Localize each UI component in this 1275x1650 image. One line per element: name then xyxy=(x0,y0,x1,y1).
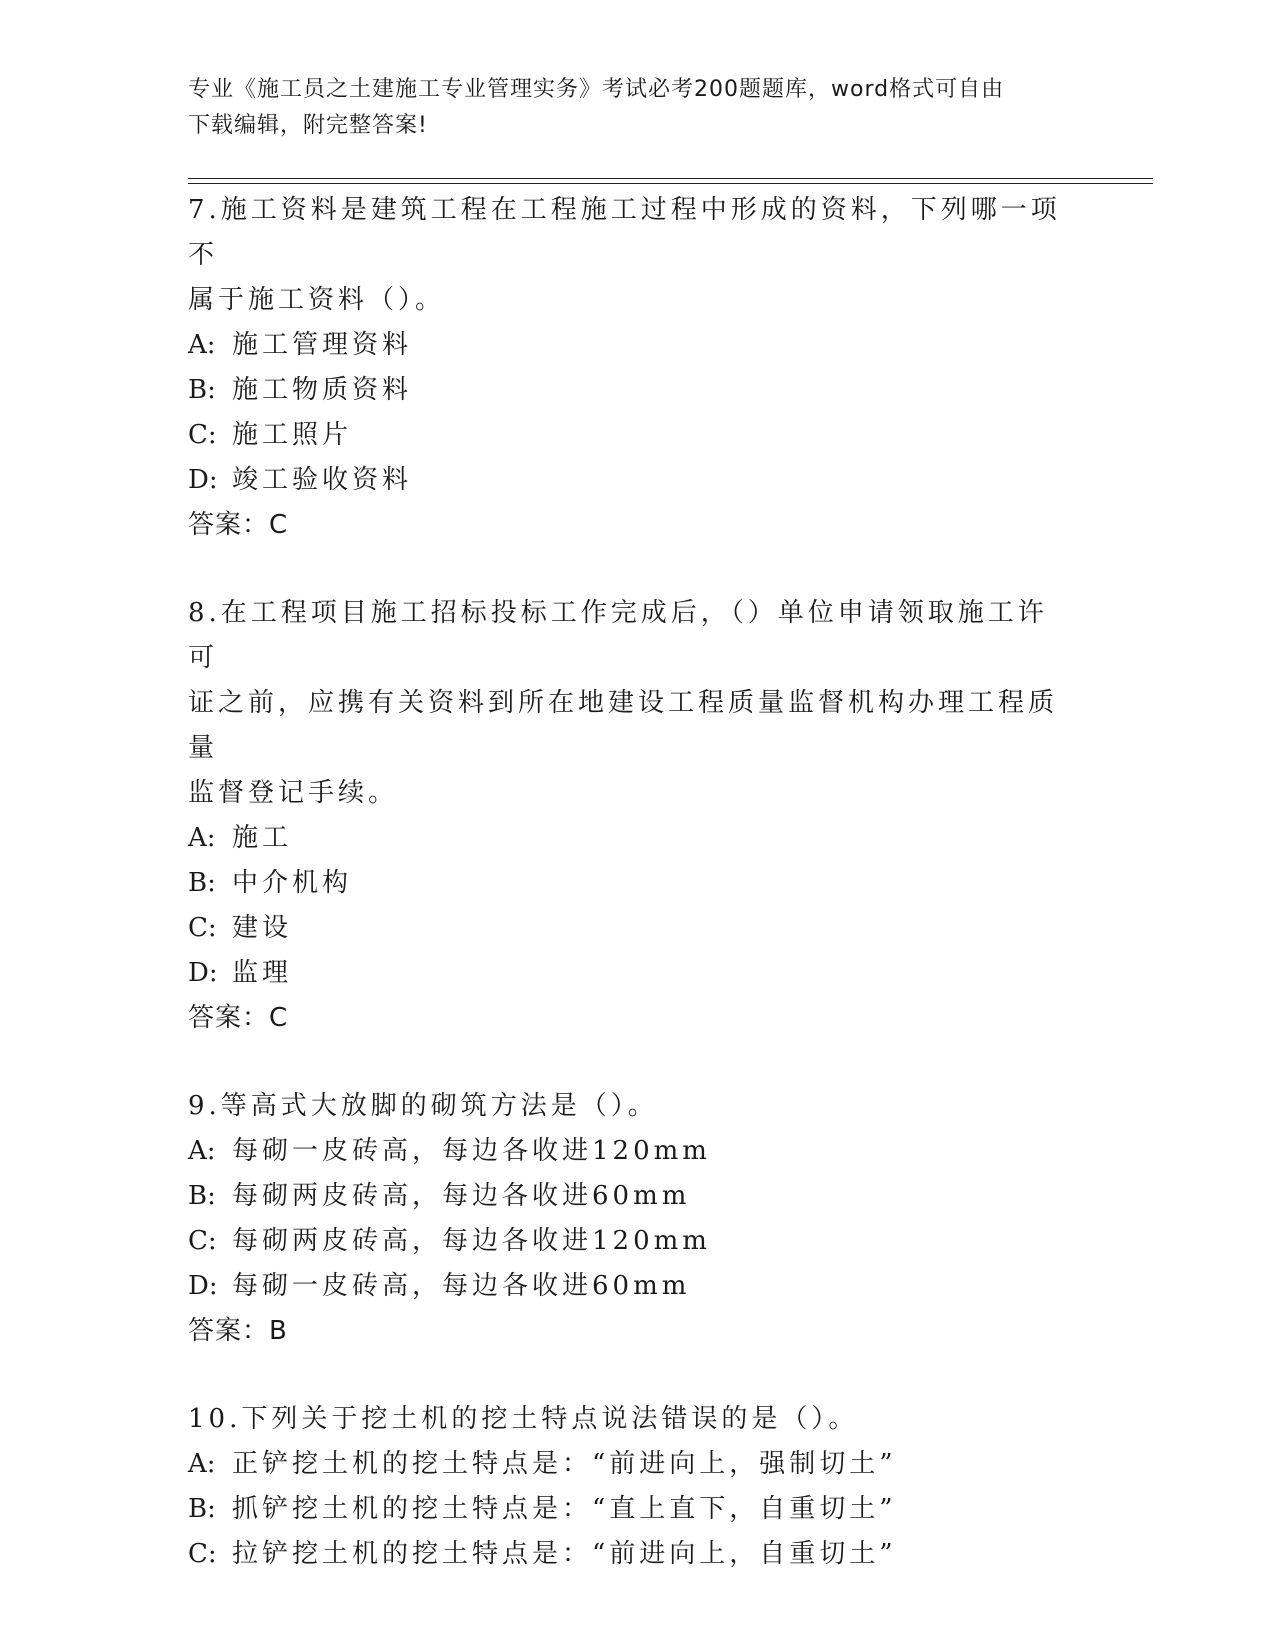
option-c xyxy=(188,906,1068,951)
option-key: C: xyxy=(188,1539,217,1569)
answer-line: 答案：C xyxy=(188,510,289,540)
option-c xyxy=(188,413,1068,458)
question-stem-line: 9.等高式大放脚的砌筑方法是（）。 xyxy=(188,1091,658,1121)
option-key: D: xyxy=(188,465,218,495)
question-stem-line: 证之前，应携有关资料到所在地建设工程质量监督机构办理工程质量 xyxy=(188,688,1059,763)
option-key: D: xyxy=(188,1271,218,1301)
option-b xyxy=(188,1174,1068,1219)
option-a xyxy=(188,1442,1068,1487)
option-text: 拉铲挖土机的挖土特点是：“前进向上，自重切土” xyxy=(232,1539,897,1569)
option-text: 施工物质资料 xyxy=(232,375,413,405)
question-8 xyxy=(188,591,1068,1041)
header-divider-top xyxy=(188,178,1153,179)
option-text: 每砌两皮砖高，每边各收进60mm xyxy=(232,1181,691,1211)
question-stem-line: 7.施工资料是建筑工程在工程施工过程中形成的资料，下列哪一项不 xyxy=(188,195,1061,270)
option-d xyxy=(188,458,1068,503)
question-stem-line: 监督登记手续。 xyxy=(188,778,399,808)
question-stem-line: 8.在工程项目施工招标投标工作完成后，（）单位申请领取施工许可 xyxy=(188,598,1048,673)
question-7 xyxy=(188,188,1068,548)
option-text: 施工管理资料 xyxy=(232,330,413,360)
question-list xyxy=(188,188,1068,1620)
option-text: 监理 xyxy=(232,958,293,988)
question-stem-line: 10.下列关于挖土机的挖土特点说法错误的是（）。 xyxy=(188,1404,859,1434)
question-9 xyxy=(188,1084,1068,1354)
option-c xyxy=(188,1219,1068,1264)
option-a xyxy=(188,1129,1068,1174)
option-b xyxy=(188,861,1068,906)
option-key: A: xyxy=(188,1136,216,1166)
option-text: 每砌两皮砖高，每边各收进120mm xyxy=(232,1226,711,1256)
document-header xyxy=(188,72,1088,144)
option-text: 正铲挖土机的挖土特点是：“前进向上，强制切土” xyxy=(232,1449,897,1479)
question-10 xyxy=(188,1397,1068,1577)
answer-line: 答案：B xyxy=(188,1316,288,1346)
option-a xyxy=(188,323,1068,368)
option-key: A: xyxy=(188,1449,216,1479)
header-divider-bottom xyxy=(188,183,1153,184)
option-key: C: xyxy=(188,420,217,450)
option-key: B: xyxy=(188,868,216,898)
option-c xyxy=(188,1532,1068,1577)
option-b xyxy=(188,368,1068,413)
option-text: 抓铲挖土机的挖土特点是：“直上直下，自重切土” xyxy=(232,1494,897,1524)
option-text: 建设 xyxy=(232,913,293,943)
option-key: C: xyxy=(188,913,217,943)
option-key: B: xyxy=(188,1494,216,1524)
option-text: 每砌一皮砖高，每边各收进60mm xyxy=(232,1271,691,1301)
option-text: 施工 xyxy=(232,823,293,853)
option-text: 竣工验收资料 xyxy=(232,465,413,495)
option-b xyxy=(188,1487,1068,1532)
option-key: A: xyxy=(188,823,216,853)
option-key: A: xyxy=(188,330,216,360)
option-key: C: xyxy=(188,1226,217,1256)
option-text: 每砌一皮砖高，每边各收进120mm xyxy=(232,1136,711,1166)
option-key: B: xyxy=(188,1181,216,1211)
option-text: 施工照片 xyxy=(232,420,353,450)
option-text: 中介机构 xyxy=(232,868,353,898)
answer-line: 答案：C xyxy=(188,1003,289,1033)
option-key: D: xyxy=(188,958,218,988)
header-line-2: 下载编辑，附完整答案! xyxy=(188,113,428,138)
option-a xyxy=(188,816,1068,861)
option-d xyxy=(188,1264,1068,1309)
option-key: B: xyxy=(188,375,216,405)
option-d xyxy=(188,951,1068,996)
header-line-1: 专业《施工员之土建施工专业管理实务》考试必考200题题库，word格式可自由 xyxy=(188,77,1005,102)
question-stem-line: 属于施工资料（）。 xyxy=(188,285,446,315)
